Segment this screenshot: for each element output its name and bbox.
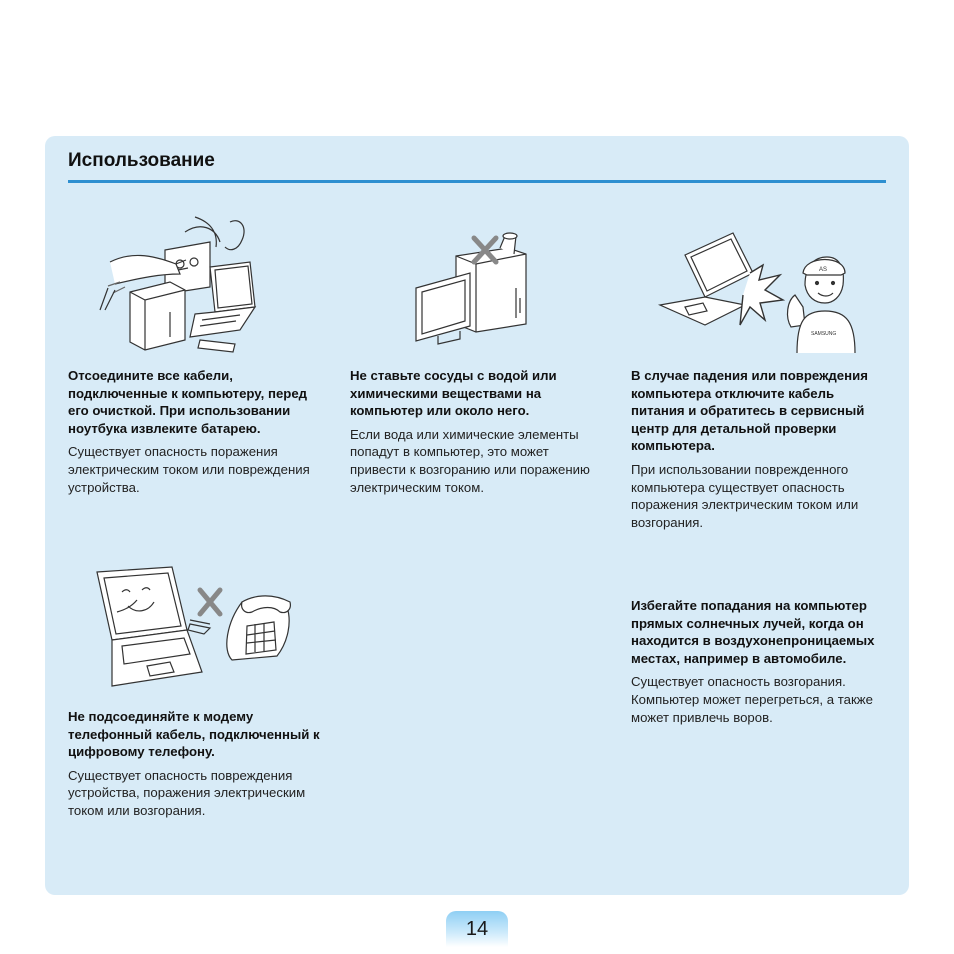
warning-sunlight bbox=[631, 597, 889, 726]
warning-body: При использовании поврежденного компьютера существует опасность поражения электрическим током или возгорания. bbox=[631, 461, 859, 530]
cap-logo-text: AS bbox=[819, 267, 828, 273]
warning-heading: Избегайте попадания на компьютер прямых солнечных лучей, когда он находится в воздухонепроницаемых местах, например в автомобиле. bbox=[631, 598, 875, 666]
shirt-logo-text: SAMSUNG bbox=[811, 331, 837, 337]
warning-body: Если вода или химические элементы попадут в компьютер, это может привести к возгоранию или поражению электрическим током. bbox=[350, 426, 590, 495]
warning-body: Существует опасность повреждения устройства, поражения электрическим током или возгорания. bbox=[68, 767, 306, 818]
warning-unplug-cables bbox=[68, 367, 326, 496]
section-title: Использование bbox=[68, 150, 215, 171]
warning-body: Существует опасность поражения электрическим током или повреждения устройства. bbox=[68, 444, 310, 495]
warning-service-center bbox=[631, 367, 889, 531]
warning-body: Существует опасность возгорания. Компьютер может перегреться, а также может привлечь воров. bbox=[631, 674, 873, 725]
service-center-illustration bbox=[655, 225, 860, 355]
warning-modem-cable bbox=[68, 708, 326, 820]
warning-heading: Не ставьте сосуды с водой или химическими веществами на компьютер или около него. bbox=[350, 368, 557, 419]
warning-heading: В случае падения или повреждения компьютера отключите кабель питания и обратитесь в сервисный центр для детальной проверки компьютера. bbox=[631, 368, 868, 454]
title-underline bbox=[68, 180, 886, 183]
page-number: 14 bbox=[446, 911, 508, 947]
warning-heading: Не подсоединяйте к модему телефонный кабель, подключенный к цифровому телефону. bbox=[68, 709, 320, 760]
warning-heading: Отсоедините все кабели, подключенные к компьютеру, перед его очисткой. При использовании ноутбука извлеките батарею. bbox=[68, 368, 308, 436]
unplug-cables-illustration bbox=[90, 212, 265, 362]
modem-phone-illustration bbox=[92, 562, 302, 690]
no-liquids-illustration bbox=[408, 228, 548, 353]
warning-no-liquids bbox=[350, 367, 608, 496]
